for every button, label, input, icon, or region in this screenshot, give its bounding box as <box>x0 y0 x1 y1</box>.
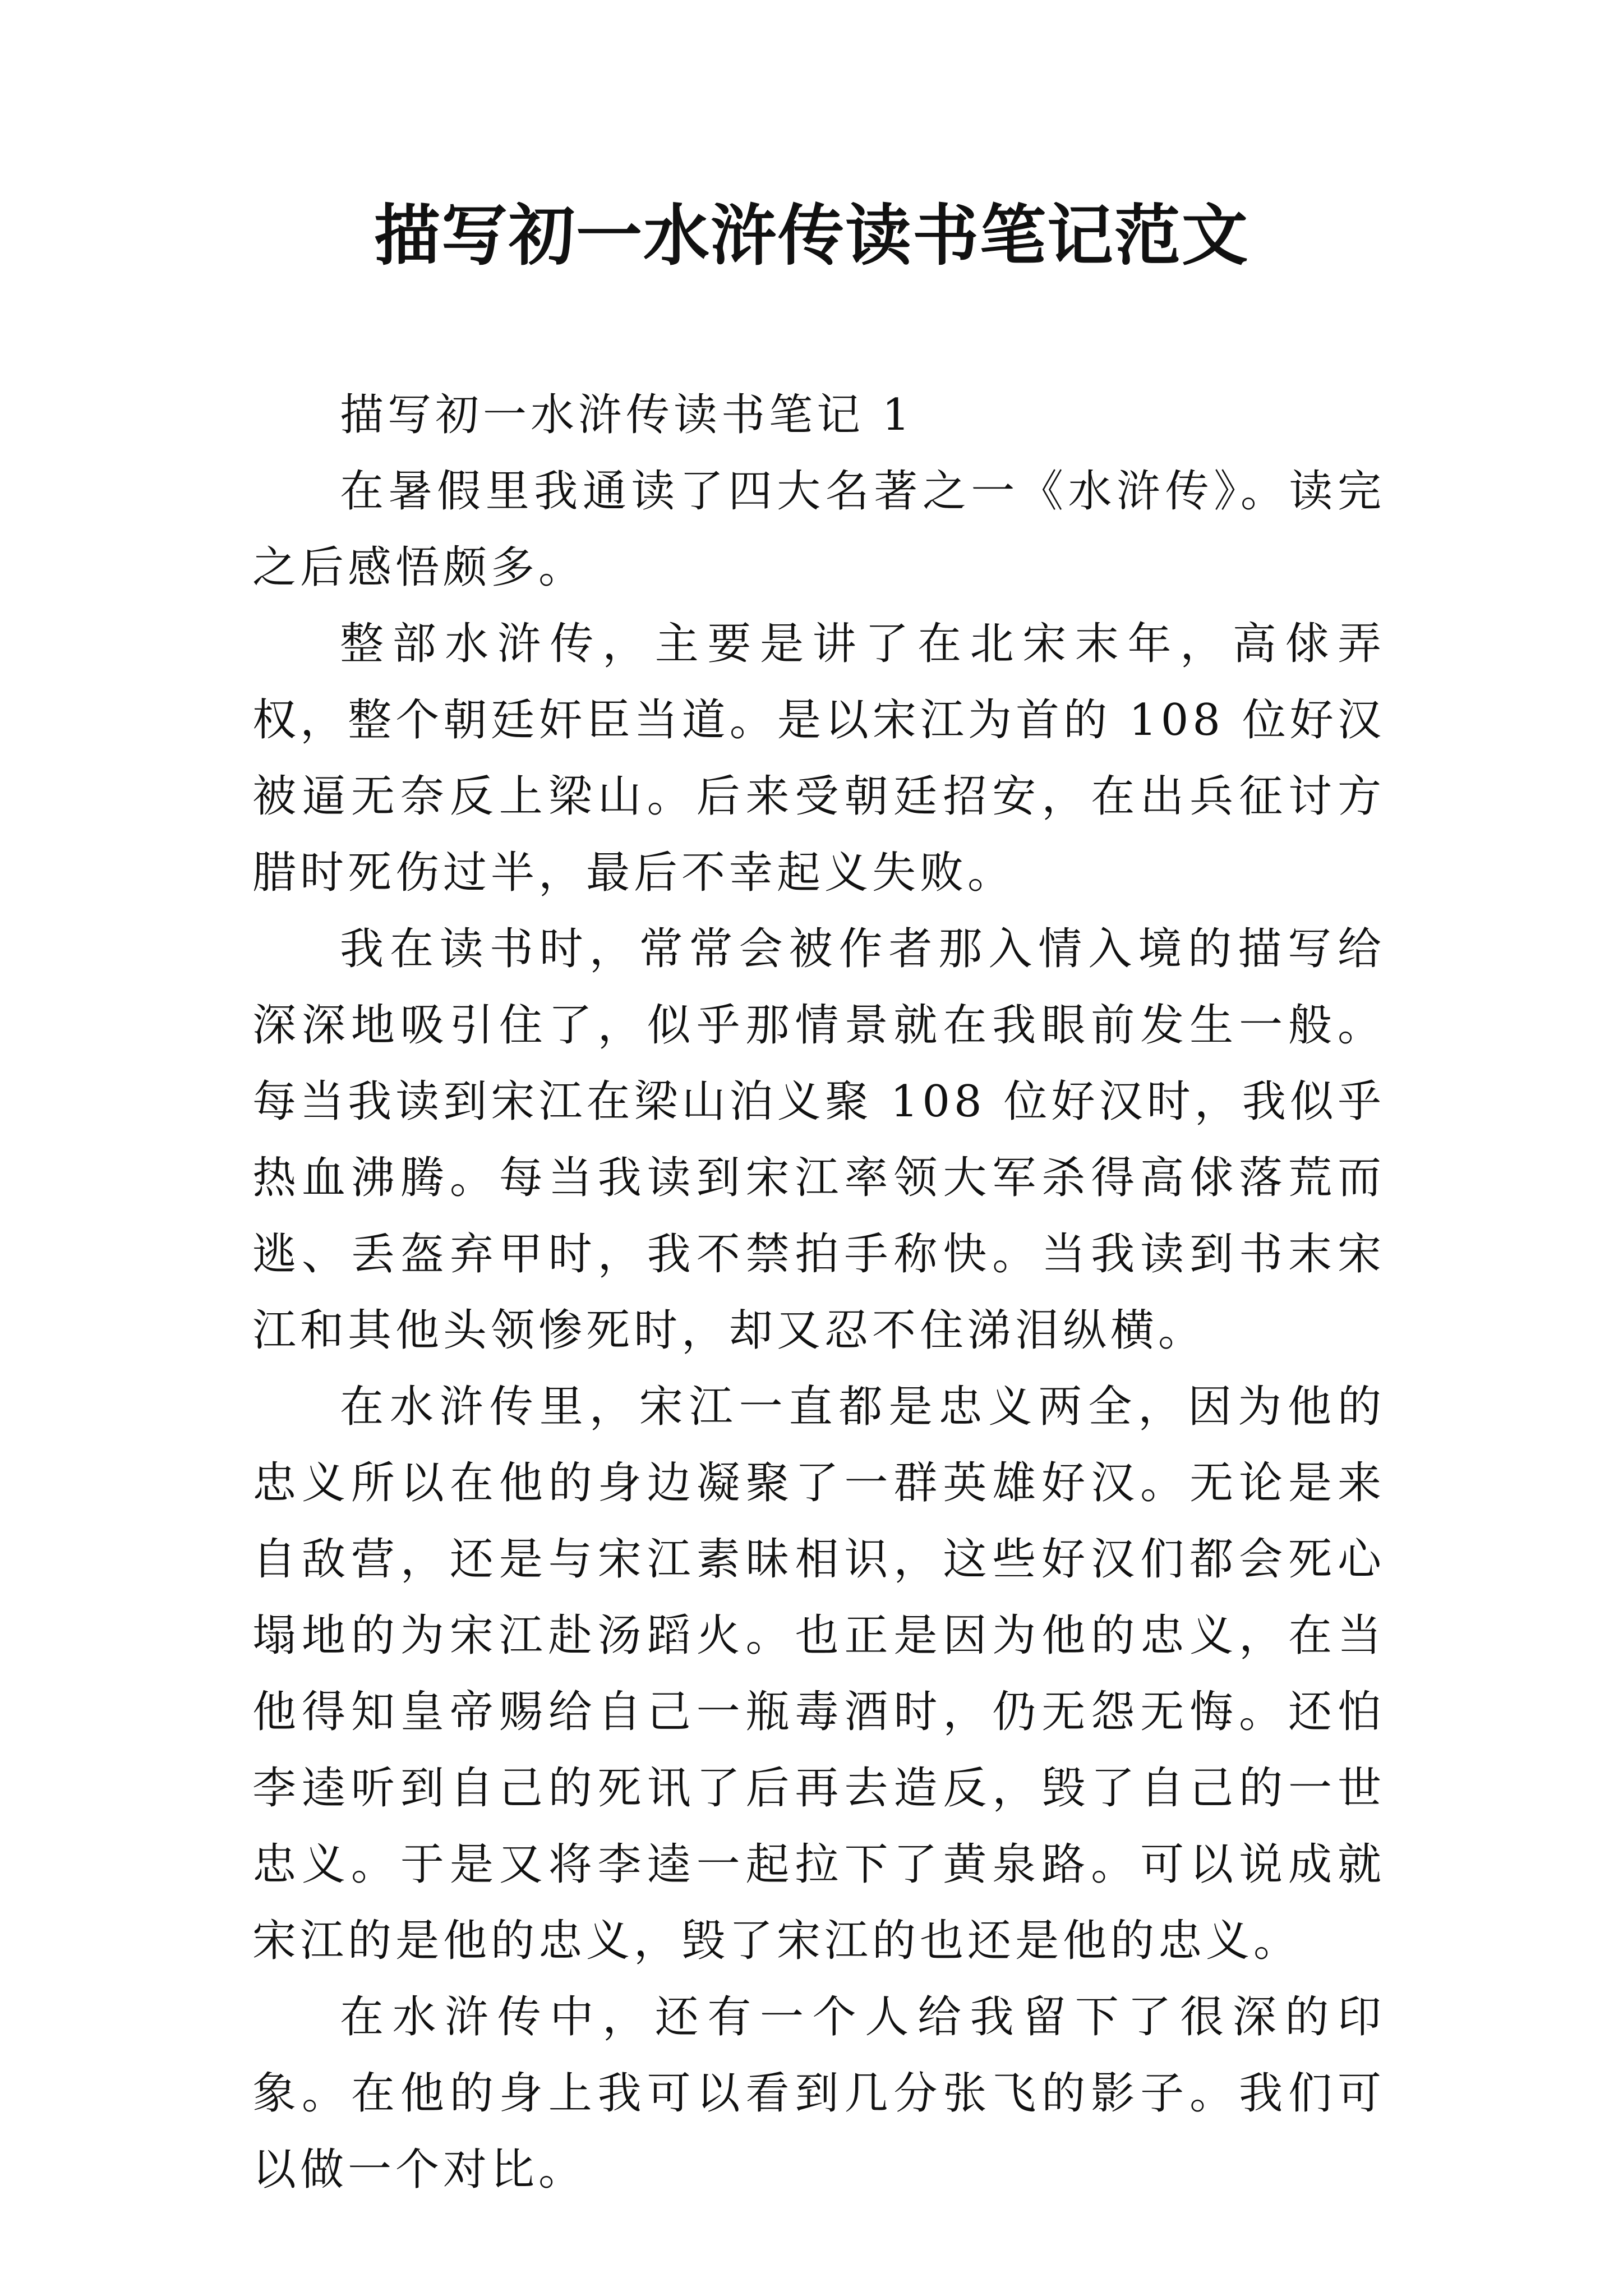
section-heading: 描写初一水浒传读书笔记 1 <box>340 390 914 440</box>
document-body <box>252 377 1385 2208</box>
document-title: 描写初一水浒传读书笔记范文 <box>374 196 1249 274</box>
paragraph-1: 在暑假里我通读了四大名著之一《水浒传》。读完之后感悟颇多。 <box>252 466 1385 593</box>
paragraph-3: 我在读书时，常常会被作者那入情入境的描写给深深地吸引住了，似乎那情景就在我眼前发生一般。每当我读到宋江在梁山泊义聚 108 位好汉时，我似乎热血沸腾。每当我读到宋江率领大军杀得高俅落荒而逃、丢盔弃甲时，我不禁拍手称快。当我读到书末宋江和其他头领惨死时，却又忍不住涕泪纵横。 <box>252 924 1385 1356</box>
paragraph-2: 整部水浒传，主要是讲了在北宋末年，高俅弄权，整个朝廷奸臣当道。是以宋江为首的 108 位好汉被逼无奈反上梁山。后来受朝廷招安，在出兵征讨方腊时死伤过半，最后不幸起义失败。 <box>252 619 1385 898</box>
paragraph-5: 在水浒传中，还有一个人给我留下了很深的印象。在他的身上我可以看到几分张飞的影子。我们可以做一个对比。 <box>252 1992 1385 2195</box>
paragraph-4: 在水浒传里，宋江一直都是忠义两全，因为他的忠义所以在他的身边凝聚了一群英雄好汉。无论是来自敌营，还是与宋江素昧相识，这些好汉们都会死心塌地的为宋江赴汤蹈火。也正是因为他的忠义，在当他得知皇帝赐给自己一瓶毒酒时，仍无怨无悔。还怕李逵听到自己的死讯了后再去造反，毁了自己的一世忠义。于是又将李逵一起拉下了黄泉路。可以说成就宋江的是他的忠义，毁了宋江的也还是他的忠义。 <box>252 1382 1385 1966</box>
